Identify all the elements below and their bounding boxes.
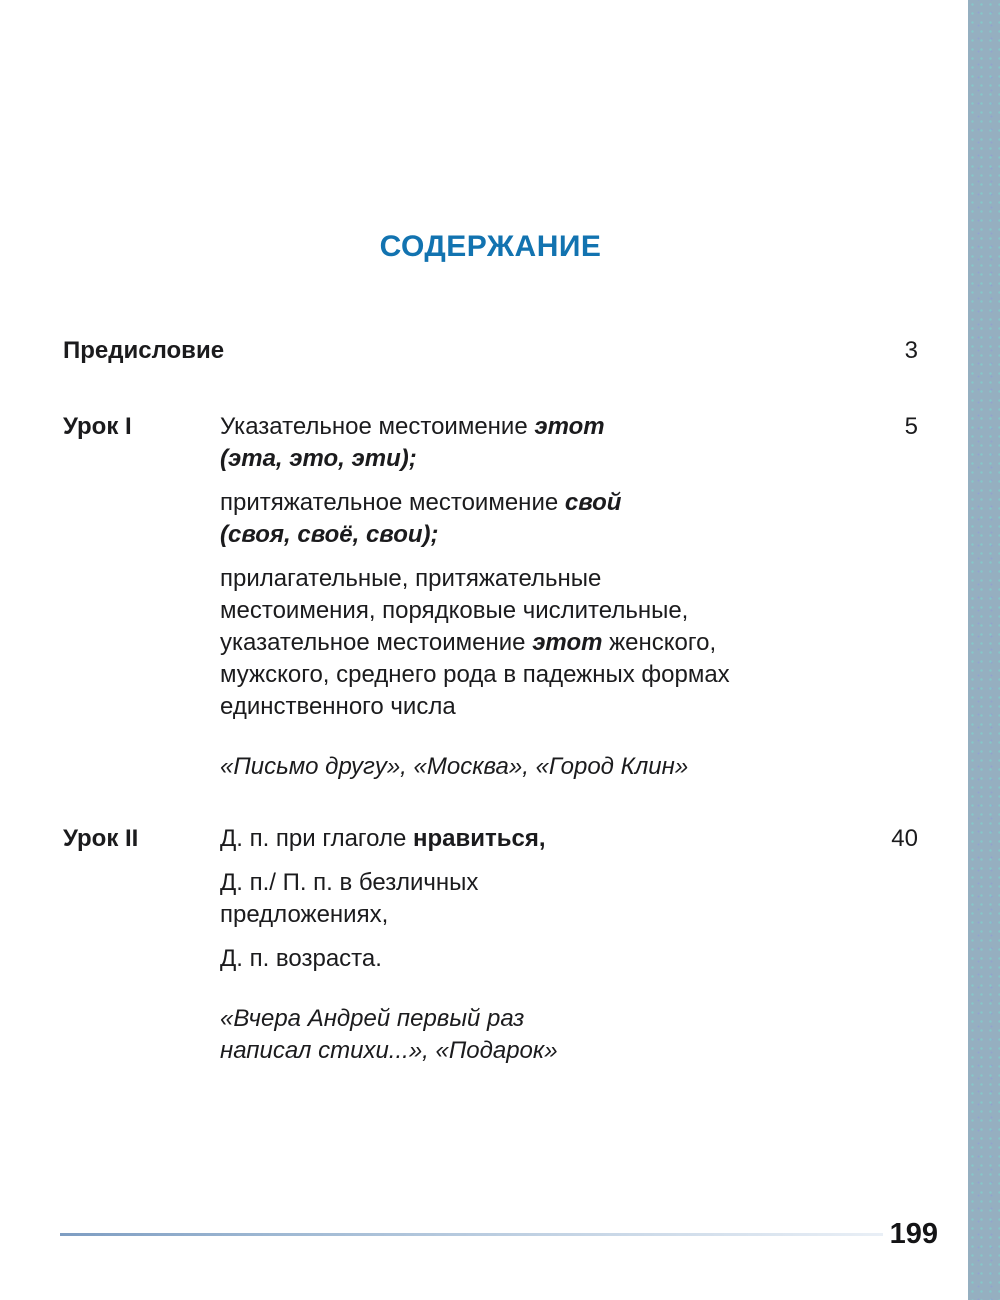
page-footer [60,1217,938,1251]
toc-paragraph [220,823,846,855]
toc-entry-lesson-2 [63,823,918,1067]
text-segment: Д. п. при глаголе [220,825,413,852]
page-title: СОДЕРЖАНИЕ [379,230,602,263]
toc-entry-preface [63,335,918,367]
toc-entry-label: Урок I [63,413,132,440]
toc-entry-content [220,411,846,783]
text-segment: мужского, среднего рода в падежных формах [220,661,730,688]
toc-reading-titles [220,751,846,783]
text-segment: женского, [602,629,717,656]
text-segment: Д. п./ П. п. в безличных [220,869,479,896]
text-segment: притяжательное местоимение [220,489,565,516]
toc-paragraph [220,943,846,975]
footer-rule [60,1233,883,1236]
text-segment: Д. п. возраста. [220,945,382,972]
text-segment: нравиться, [412,825,546,852]
text-segment: (эта, это, эти); [220,445,417,472]
text-segment: местоимения, порядковые числительные, [220,597,689,624]
toc-entry-lesson-1 [63,411,918,783]
text-segment: этот [532,629,603,656]
toc-entry-page-number: 5 [904,413,918,440]
toc-reading-titles [220,1003,846,1067]
toc-entry-content [220,823,846,1067]
toc-paragraph [220,867,846,931]
text-segment: предложениях, [220,901,389,928]
toc-entry-label: Урок II [63,825,139,852]
text-segment: написал стихи...», «Подарок» [220,1037,558,1064]
page-edge-accent-bar [968,0,1000,1300]
text-segment: «Письмо другу», «Москва», «Город Клин» [220,753,689,780]
text-segment: свой [564,489,622,516]
text-segment: этот [534,413,605,440]
text-segment: прилагательные, притяжательные [220,565,602,592]
toc-page [63,0,918,1067]
toc-paragraph [220,487,846,551]
toc-entry-label: Предисловие [63,337,225,364]
text-segment: единственного числа [220,693,456,720]
toc-paragraph [220,563,846,723]
text-segment: (своя, своё, свои); [220,521,439,548]
text-segment: «Вчера Андрей первый раз [220,1005,525,1032]
table-of-contents [63,335,918,1067]
toc-paragraph [220,411,846,475]
toc-entry-page-number: 40 [891,825,918,852]
footer-page-number: 199 [889,1218,938,1250]
text-segment: Указательное местоимение [220,413,535,440]
text-segment: указательное местоимение [220,629,533,656]
toc-entry-page-number: 3 [904,337,918,364]
